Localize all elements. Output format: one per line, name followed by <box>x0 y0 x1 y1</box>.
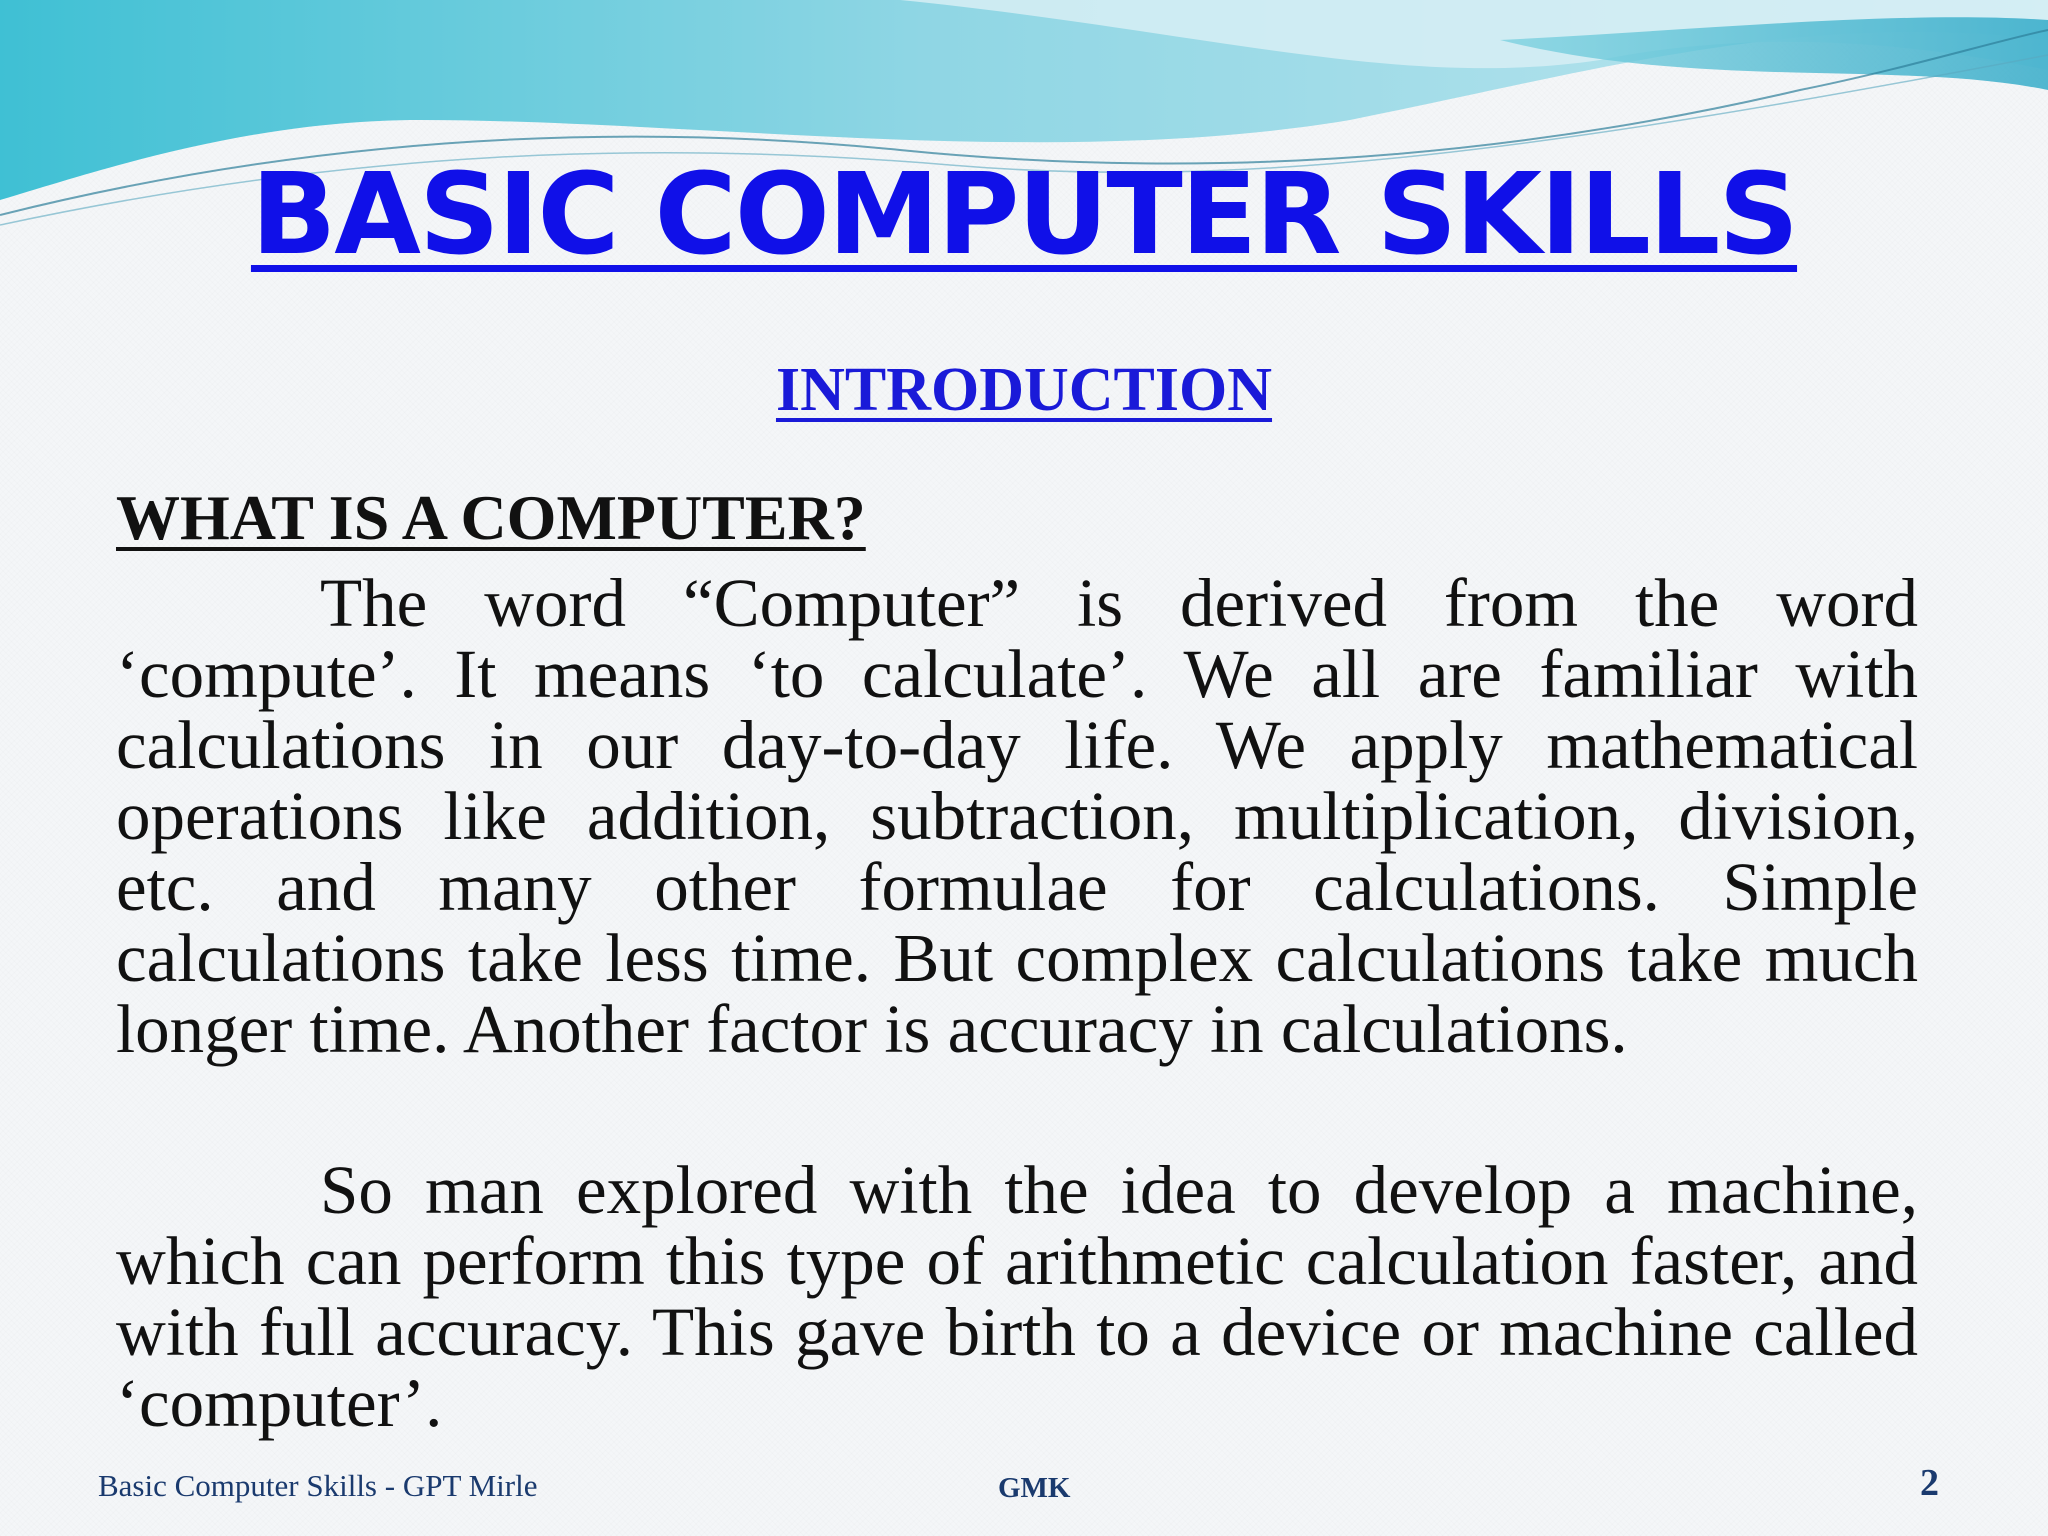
footer-author-initials: GMK <box>998 1472 1071 1504</box>
section-subtitle-text: INTRODUCTION <box>775 356 1273 424</box>
page-number: 2 <box>1920 1462 1939 1504</box>
body-paragraph-2: So man explored with the idea to develop a machine, which can perform this type of arithmetic calculation faster, and with full accuracy. This gave birth to a device or machine called ‘computer’. <box>116 1152 1918 1441</box>
slide-title <box>0 150 2048 280</box>
question-heading-text: WHAT IS A COMPUTER? <box>116 482 866 553</box>
question-heading <box>116 478 866 558</box>
section-subtitle <box>0 350 2048 430</box>
footer-course-label: Basic Computer Skills - GPT Mirle <box>98 1468 538 1503</box>
slide-title-text: BASIC COMPUTER SKILLS <box>250 150 1798 280</box>
body-paragraph-1: The word “Computer” is derived from the word ‘compute’. It means ‘to calculate’. We all are familiar with calculations in our day-to-day life. We apply mathematical operations like addition, subtraction, multiplication, division, etc. and many other formulae for calculations. Simple calculations take less time. But complex calculations take much longer time. Another factor is accuracy in calculations. <box>116 565 1918 1067</box>
